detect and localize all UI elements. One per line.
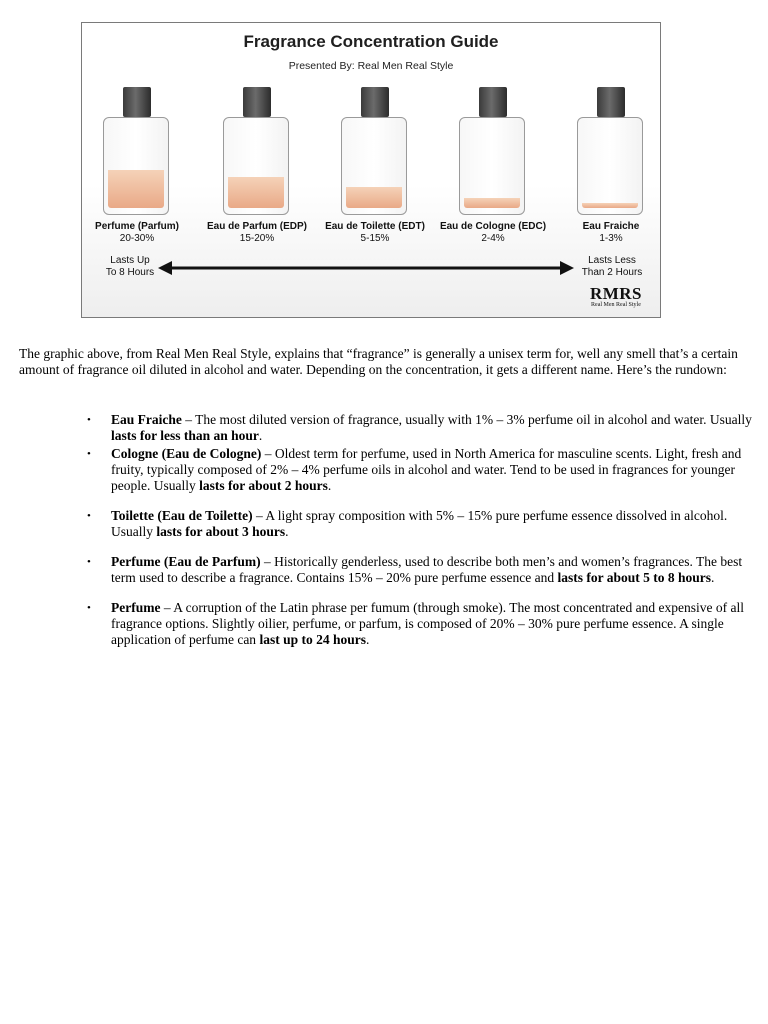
- edc-bottle-icon: [459, 87, 527, 217]
- edt-bottle-icon: [341, 87, 409, 217]
- list-item: • Eau Fraiche – The most diluted version of fragrance, usually with 1% – 3% perfume oil in alcohol and water. Usually lasts for less than an hour.: [111, 412, 754, 444]
- fragrance-list: [111, 412, 754, 662]
- bottle-label: Eau de Toilette (EDT) 5-15%: [325, 221, 425, 244]
- eau-fraiche-bottle-icon: [577, 87, 645, 217]
- lasts-less-label: Lasts Less Than 2 Hours: [581, 255, 643, 278]
- bottle-liquid: [464, 198, 520, 208]
- infographic-subtitle: Presented By: Real Men Real Style: [288, 60, 454, 72]
- lasts-up-label: Lasts Up To 8 Hours: [105, 255, 155, 278]
- bottle-liquid: [108, 170, 164, 208]
- edp-bottle-icon: [223, 87, 291, 217]
- bottle-liquid: [346, 187, 402, 208]
- list-item: • Toilette (Eau de Toilette) – A light spray composition with 5% – 15% pure perfume essence dissolved in alcohol. Usually lasts for about 3 hours.: [111, 508, 754, 540]
- bottle-label: Eau Fraiche 1-3%: [582, 221, 640, 244]
- fragrance-infographic: [81, 22, 661, 318]
- bottle-label: Perfume (Parfum) 20-30%: [95, 221, 179, 244]
- rmrs-logo: RMRS Real Men Real Style: [589, 284, 642, 308]
- list-item: • Perfume (Eau de Parfum) – Historically genderless, used to describe both men’s and women’s fragrances. The best term used to describe a fragrance. Contains 15% – 20% pure perfume essence and lasts for about 5 to 8 hours.: [111, 554, 754, 586]
- bottle-liquid: [582, 203, 638, 208]
- bottle-liquid: [228, 177, 284, 208]
- list-item: • Cologne (Eau de Cologne) – Oldest term for perfume, used in North America for masculine scents. Light, fresh and fruity, typically composed of 2% – 4% perfume oils in alcohol and water. Tend to be used in fragrances for younger people. Usually lasts for about 2 hours.: [111, 446, 754, 494]
- double-arrow-icon: [158, 261, 574, 275]
- perfume-bottle-icon: [103, 87, 171, 217]
- infographic-title: Fragrance Concentration Guide: [243, 32, 499, 51]
- bottle-label: Eau de Cologne (EDC) 2-4%: [439, 221, 547, 244]
- bottle-label: Eau de Parfum (EDP) 15-20%: [206, 221, 308, 244]
- intro-paragraph: The graphic above, from Real Men Real Style, explains that “fragrance” is generally a unisex term for, well any smell that’s a certain amount of fragrance oil diluted in alcohol and water. Depending on the concentration, it gets a different name. Here’s the rundown:: [19, 346, 738, 377]
- list-item: • Perfume – A corruption of the Latin phrase per fumum (through smoke). The most concentrated and expensive of all fragrance options. Slightly oilier, perfume, or parfum, is composed of 20% – 30% pure perfume essence. A single application of perfume can last up to 24 hours.: [111, 600, 754, 648]
